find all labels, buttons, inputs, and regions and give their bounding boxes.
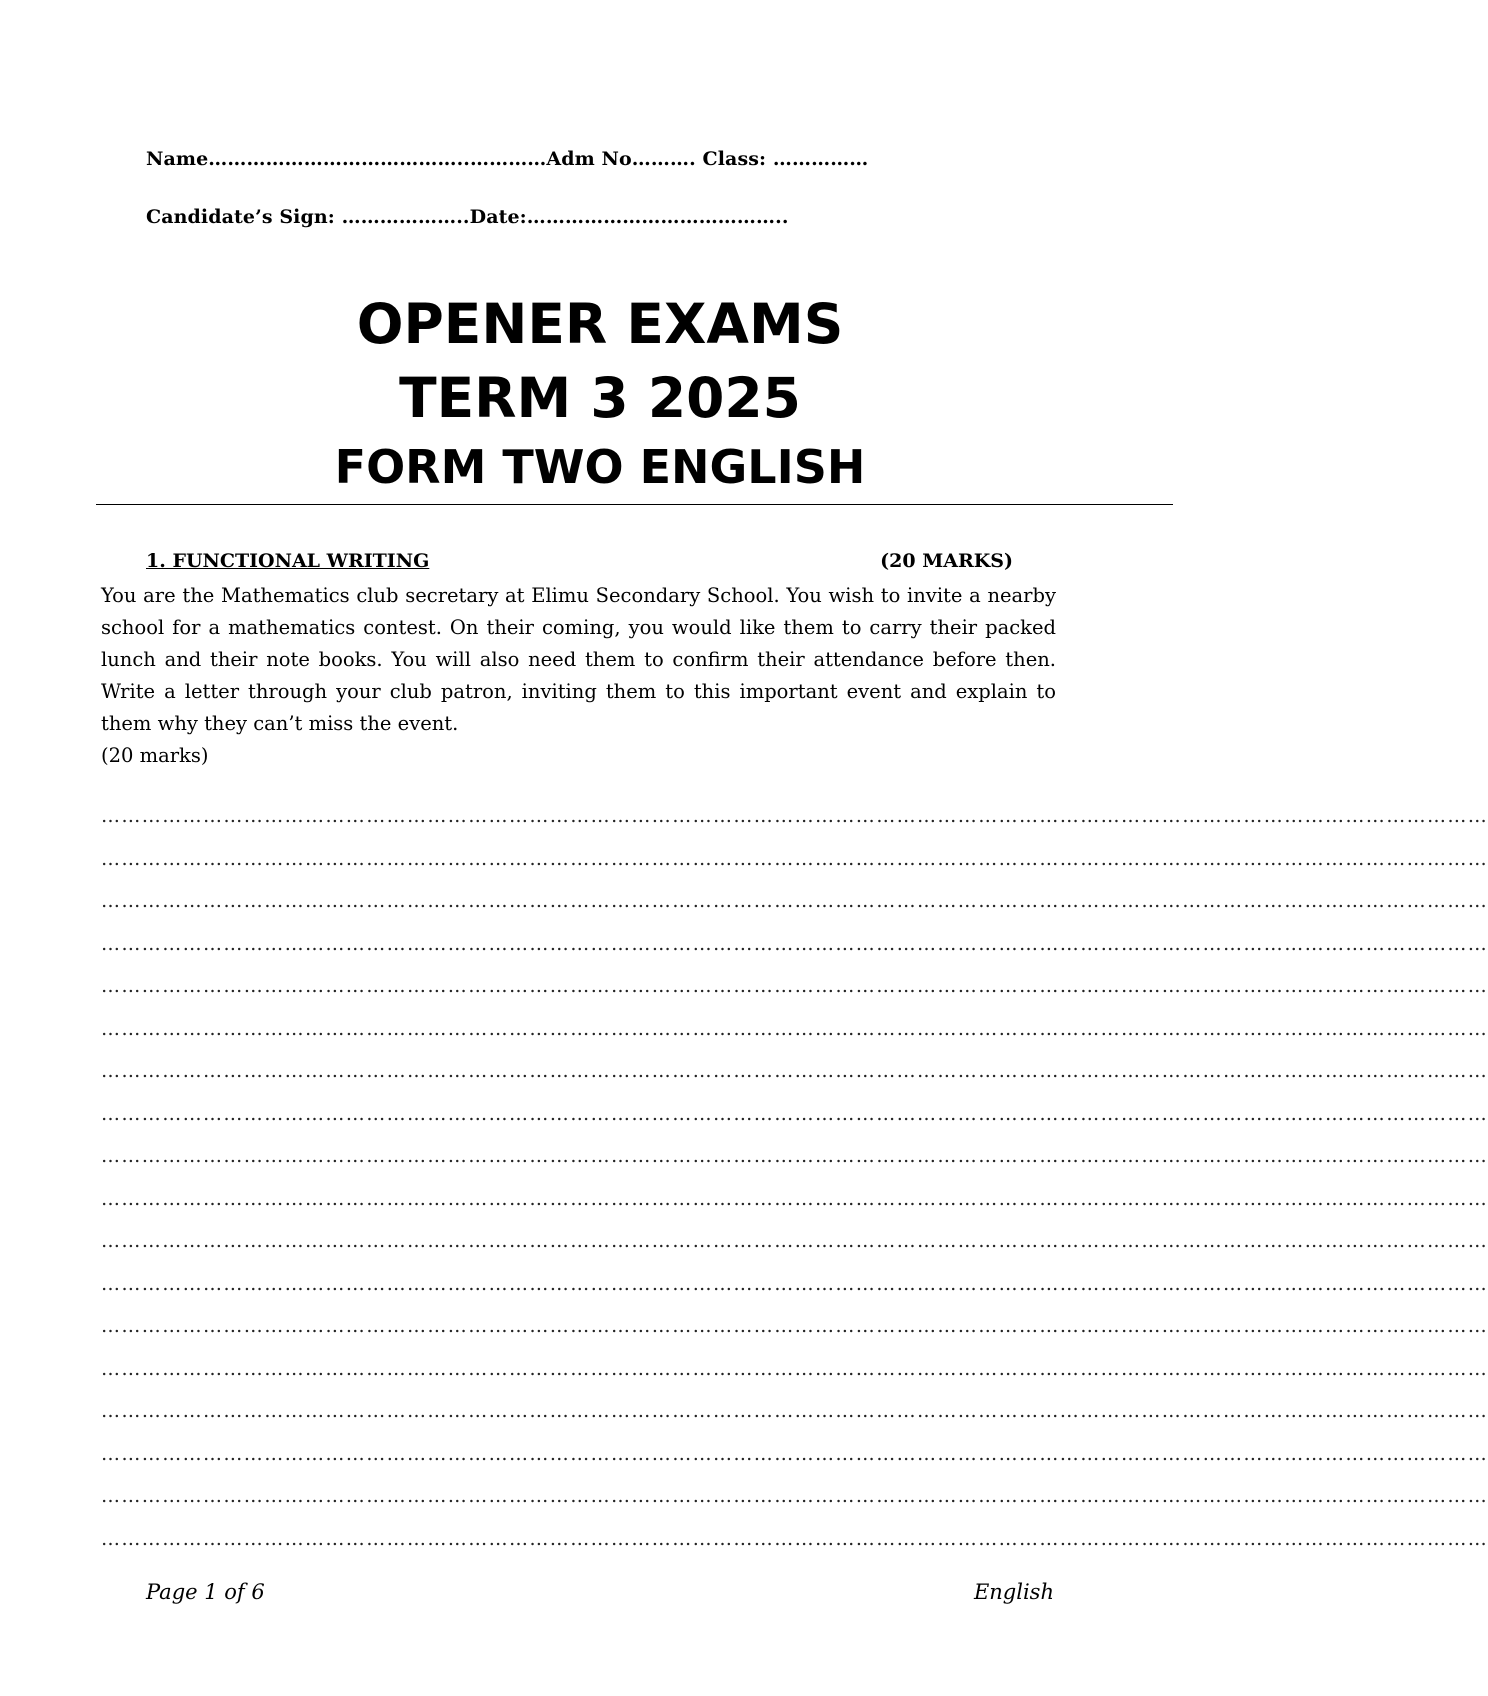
answer-line[interactable]: …………………………………………………………………………………………………………………………………………………………………………………… [101,975,1488,997]
answer-line[interactable]: …………………………………………………………………………………………………………………………………………………………………………………… [101,1017,1488,1040]
answer-line[interactable]: …………………………………………………………………………………………………………………………………………………………………………………… [101,1400,1488,1422]
heading-underline-fill [429,550,829,572]
answer-line[interactable]: …………………………………………………………………………………………………………………………………………………………………………………… [101,1060,1488,1082]
sign-date-line: Candidate’s Sign: ………………..Date:………………………………….. [146,206,789,228]
answer-line[interactable]: …………………………………………………………………………………………………………………………………………………………………………………… [101,890,1488,912]
answer-line[interactable]: …………………………………………………………………………………………………………………………………………………………………………………… [101,1442,1488,1465]
exam-title: OPENER EXAMS [356,292,844,356]
section-marks: (20 MARKS) [880,550,1013,572]
answer-line[interactable]: …………………………………………………………………………………………………………………………………………………………………………………… [101,1102,1488,1125]
question-text: You are the Mathematics club secretary at Elimu Secondary School. You wish to invite a nearby school for a mathematics contest. On their coming, you would like them to carry their packed lunch and their note books. You will also need them to confirm their attendance before then. Write a letter through your club patron, inviting them to this important event and explain to them why they can’t miss the event. [101,584,1056,735]
question-marks: (20 marks) [101,744,209,767]
answer-line[interactable]: …………………………………………………………………………………………………………………………………………………………………………………… [101,1315,1488,1337]
answer-line[interactable]: …………………………………………………………………………………………………………………………………………………………………………………… [101,1485,1488,1507]
answer-line[interactable]: …………………………………………………………………………………………………………………………………………………………………………………… [101,805,1488,827]
answer-line[interactable]: …………………………………………………………………………………………………………………………………………………………………………………… [101,1187,1488,1210]
answer-line[interactable]: …………………………………………………………………………………………………………………………………………………………………………………… [101,1145,1488,1167]
answer-line[interactable]: …………………………………………………………………………………………………………………………………………………………………………………… [101,1527,1488,1550]
title-divider [96,504,1173,505]
answer-line[interactable]: …………………………………………………………………………………………………………………………………………………………………………………… [101,1230,1488,1252]
exam-subject: FORM TWO ENGLISH [334,440,866,494]
question-text-block [101,580,1056,772]
answer-line[interactable]: …………………………………………………………………………………………………………………………………………………………………………………… [101,1357,1488,1380]
page-number: Page 1 of 6 [146,1580,265,1604]
exam-term: TERM 3 2025 [399,366,801,430]
answer-line[interactable]: …………………………………………………………………………………………………………………………………………………………………………………… [101,932,1488,955]
answer-line[interactable]: …………………………………………………………………………………………………………………………………………………………………………………… [101,1272,1488,1295]
answer-line[interactable]: …………………………………………………………………………………………………………………………………………………………………………………… [101,847,1488,870]
section-heading [146,550,1013,572]
name-adm-class-line: Name…………………………………..…………Adm No………. Class: …………… [146,148,869,170]
section-title: 1. FUNCTIONAL WRITING [146,550,430,572]
footer-subject: English [973,1580,1054,1604]
